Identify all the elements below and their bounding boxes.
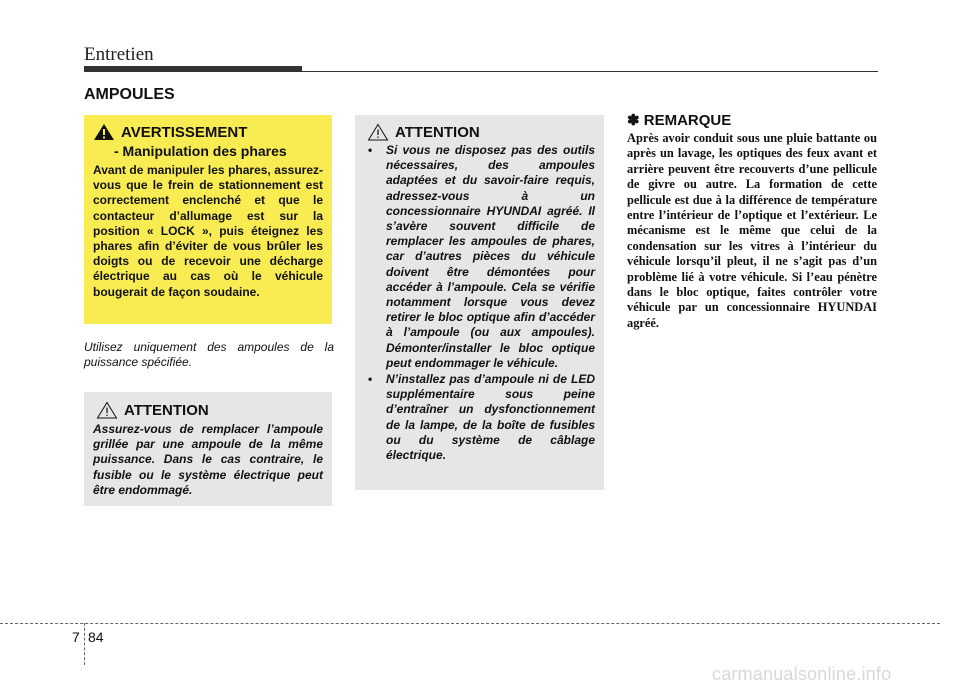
attention-box-middle bbox=[355, 115, 604, 490]
warning-box bbox=[84, 115, 332, 324]
warning-triangle-icon bbox=[93, 123, 115, 141]
watermark: carmanualsonline.info bbox=[712, 664, 892, 684]
page-number: 84 bbox=[88, 629, 104, 645]
attention-list bbox=[364, 143, 595, 463]
caution-triangle-icon bbox=[367, 123, 389, 141]
remark-title: ✽ REMARQUE bbox=[627, 112, 732, 129]
caution-triangle-icon bbox=[96, 401, 118, 419]
chapter-number: 7 bbox=[72, 629, 80, 645]
footer-rule bbox=[0, 623, 940, 624]
attention-text: Assurez-vous de remplacer l’ampoule grillée par une ampoule de la même puissance. Dans le cas contraire, le fusible ou le système électrique peut être endommagé. bbox=[93, 422, 323, 497]
warning-title: AVERTISSEMENT bbox=[121, 123, 248, 141]
warning-text: Avant de manipuler les phares, assurez-vous que le frein de stationnement est correctement enclenché et que le contacteur d’allumage est sur la position « LOCK », puis éteignez les phares afin d’éviter de vous brûler les doigts ou de recevoir une décharge électrique au cas où le véhicule bougerait de façon soudaine. bbox=[93, 163, 323, 299]
attention-list-item: • Si vous ne disposez pas des outils nécessaires, des ampoules adaptées et du savoir-faire requis, adressez-vous à un concessionnaire HYUNDAI agréé. Il s’avère souvent difficile de remplacer les ampoules de phares, car d’autres pièces du véhicule doivent être démontées pour accéder à l’ampoule. Cela se vérifie notamment lorsque vous devez retirer le bloc optique afin d’accéder à l’ampoule (ou aux ampoules). Démonter/installer le bloc optique peut endommager le véhicule. bbox=[364, 143, 595, 371]
attention-list-item: • N’installez pas d’ampoule ni de LED supplémentaire sous peine d’entraîner un dysfonctionnement de la lampe, de la boîte de fusibles ou du système de câblage électrique. bbox=[364, 372, 595, 463]
attention-title: ATTENTION bbox=[395, 123, 480, 141]
attention-title: ATTENTION bbox=[124, 401, 209, 419]
body-text: Utilisez uniquement des ampoules de la puissance spécifiée. bbox=[84, 340, 334, 369]
chapter-title: Entretien bbox=[84, 44, 154, 65]
section-title: AMPOULES bbox=[84, 86, 175, 103]
header-rule bbox=[84, 71, 878, 72]
remark-text: Après avoir conduit sous une pluie battante ou après un lavage, les optiques des feux avant et arrière peuvent être recouverts d’une pellicule de givre ou autre. La formation de cette pellicule est due à la différence de température entre l’intérieur de l’optique et l’extérieur. Le mécanisme est le même que celui de la condensation sur les vitres à l’intérieur du véhicule lorsqu’il pleut, il ne s’agit pas d’un problème lié à votre véhicule. Si l’eau pénètre dans le bloc optique, faites contrôler votre véhicule par un concessionnaire HYUNDAI agréé. bbox=[627, 131, 877, 330]
footer-divider bbox=[84, 623, 85, 665]
warning-subtitle: - Manipulation des phares bbox=[114, 143, 287, 159]
attention-box-left bbox=[84, 392, 332, 506]
